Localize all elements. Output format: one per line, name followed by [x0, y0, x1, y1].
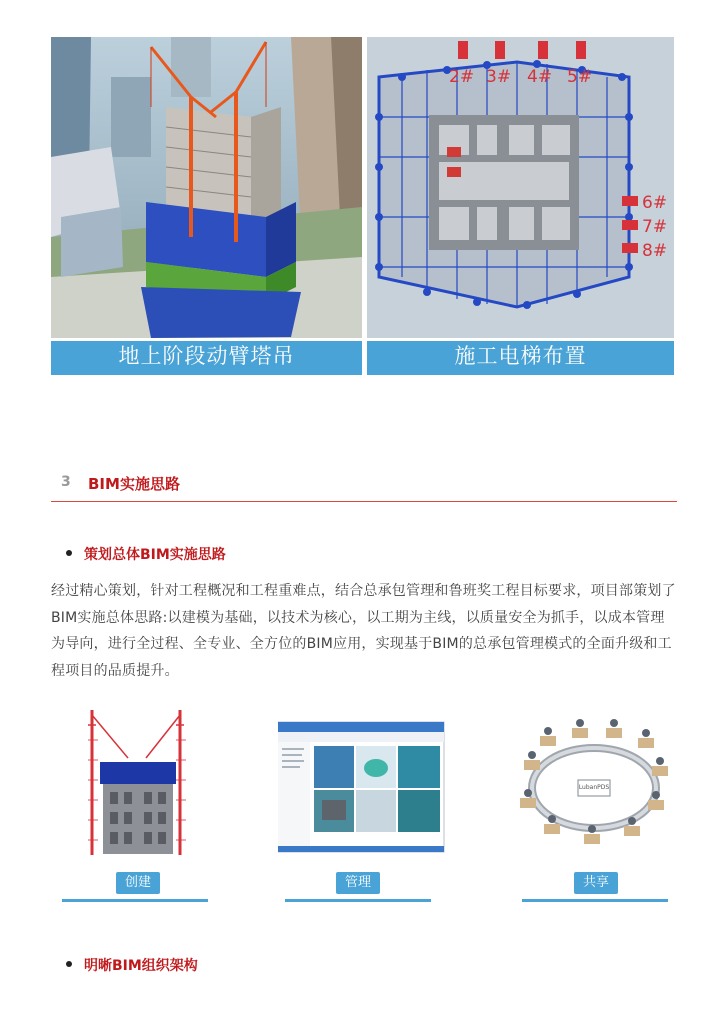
share-label: 共享: [574, 872, 618, 894]
body-paragraph: 经过精心策划，针对工程概况和工程重难点，结合总承包管理和鲁班奖工程目标要求，项目部策划了BIM实施总体思路:以建模为基础，以技术为核心，以工期为主线，以质量安全为抓手，以成本管理为导向，进行全过程、全专业、全方位的BIM应用，实现基于BIM的总承包管理模式的全面升级和工程项目的品质提升。: [51, 583, 676, 679]
manage-label: 管理: [336, 872, 380, 894]
section-title: BIM实施思路: [88, 475, 180, 493]
elevator-label-3: 3#: [486, 67, 512, 87]
elevator-label-7: 7#: [642, 217, 668, 237]
bullet-heading-text: 明晰BIM组织架构: [84, 958, 198, 974]
share-underline: [522, 899, 668, 902]
bullet-heading-text: 策划总体BIM实施思路: [84, 547, 226, 563]
create-label: 创建: [116, 872, 160, 894]
right-image-caption: 施工电梯布置: [367, 338, 674, 375]
bullet-dot: [66, 550, 72, 556]
elevator-plan-illustration: [367, 37, 674, 338]
elevator-label-5: 5#: [567, 67, 593, 87]
software-window-illustration: [278, 700, 448, 860]
tower-crane-image: [51, 37, 362, 375]
left-image-caption: 地上阶段动臂塔吊: [51, 338, 362, 375]
share-center-label: LubanPDS: [578, 784, 610, 791]
collaboration-ring-illustration: [514, 700, 674, 860]
bullet-dot: [66, 961, 72, 967]
bullet-heading-strategy: [66, 544, 226, 564]
elevator-label-4: 4#: [527, 67, 553, 87]
section-number: 3: [61, 474, 71, 490]
tower-crane-illustration: [51, 37, 362, 338]
elevator-label-6: 6#: [642, 193, 668, 213]
manage-underline: [285, 899, 431, 902]
elevator-label-2: 2#: [449, 67, 475, 87]
building-model-illustration: [58, 700, 218, 860]
section-heading: [51, 470, 677, 502]
create-underline: [62, 899, 208, 902]
elevator-label-8: 8#: [642, 241, 668, 261]
elevator-layout-image: [367, 37, 674, 375]
bullet-heading-organization: [66, 955, 198, 975]
